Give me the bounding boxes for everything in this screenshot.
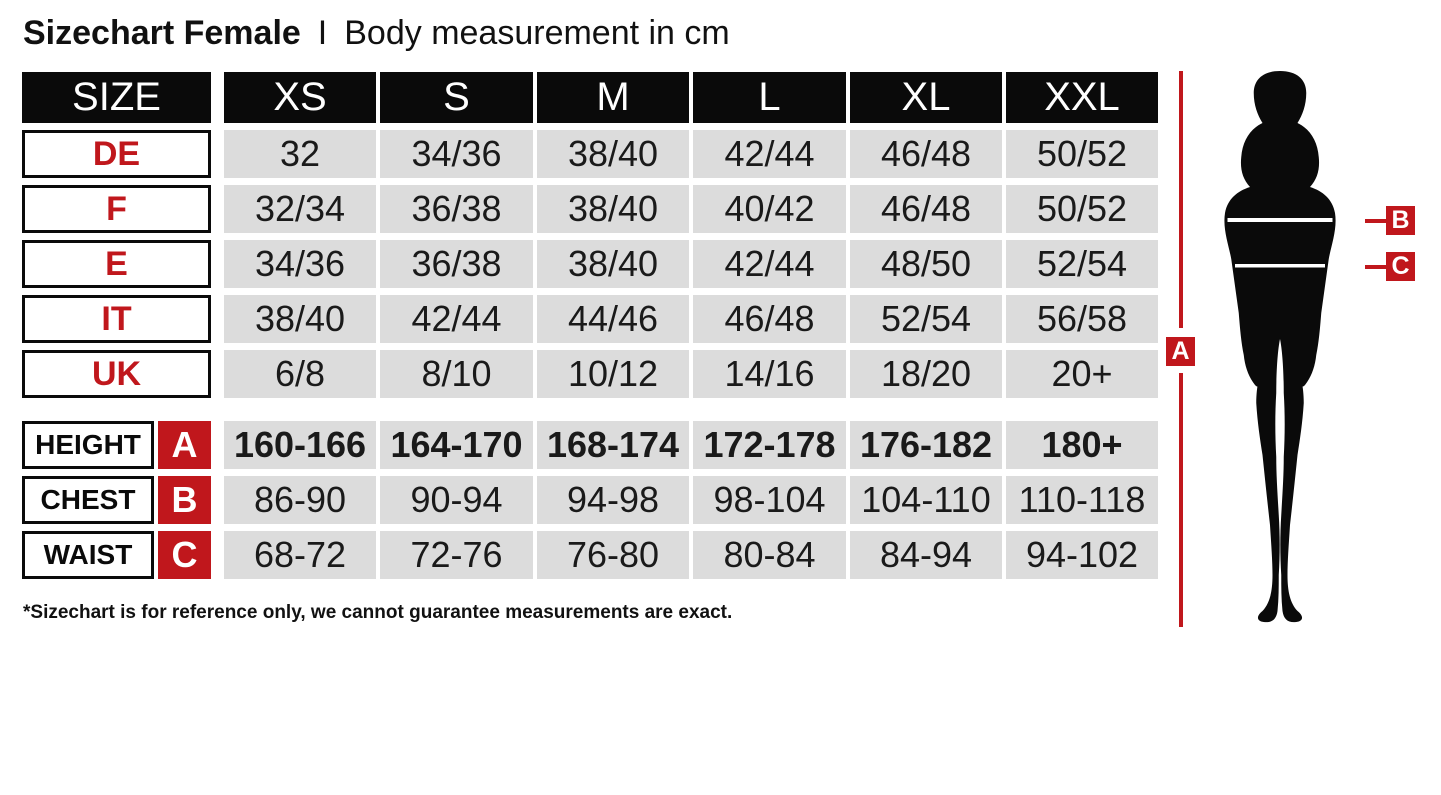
table-cell: 6/8 <box>224 350 376 398</box>
table-row-height <box>0 421 1200 469</box>
table-cell: 14/16 <box>693 350 846 398</box>
chest-pointer-line <box>1365 219 1386 223</box>
table-cell: 44/46 <box>537 295 689 343</box>
row-label-de: DE <box>22 130 211 178</box>
table-row-waist <box>0 531 1200 579</box>
female-silhouette <box>1180 63 1380 633</box>
table-cell: 98-104 <box>693 476 846 524</box>
table-cell: 94-98 <box>537 476 689 524</box>
marker-b-badge: B <box>158 476 211 524</box>
table-cell: 72-76 <box>380 531 533 579</box>
table-cell: 84-94 <box>850 531 1002 579</box>
footnote: *Sizechart is for reference only, we cannot guarantee measurements are exact. <box>23 602 733 623</box>
table-cell: 180+ <box>1006 421 1158 469</box>
header-cell-xl: XL <box>850 72 1002 123</box>
row-label-uk: UK <box>22 350 211 398</box>
table-cell: 46/48 <box>850 130 1002 178</box>
table-cell: 176-182 <box>850 421 1002 469</box>
page-title <box>23 14 730 53</box>
header-cell-size: SIZE <box>22 72 211 123</box>
table-cell: 36/38 <box>380 240 533 288</box>
table-cell: 40/42 <box>693 185 846 233</box>
table-cell: 94-102 <box>1006 531 1158 579</box>
table-cell: 10/12 <box>537 350 689 398</box>
table-cell: 90-94 <box>380 476 533 524</box>
table-cell: 42/44 <box>693 130 846 178</box>
title-subtitle: Body measurement in cm <box>344 14 730 52</box>
table-cell: 50/52 <box>1006 130 1158 178</box>
table-cell: 50/52 <box>1006 185 1158 233</box>
table-row-f <box>0 185 1200 233</box>
table-cell: 52/54 <box>850 295 1002 343</box>
marker-c-badge: C <box>158 531 211 579</box>
row-label-f: F <box>22 185 211 233</box>
table-cell: 42/44 <box>380 295 533 343</box>
header-cell-xs: XS <box>224 72 376 123</box>
marker-a-badge: A <box>158 421 211 469</box>
table-header-row <box>0 72 1200 123</box>
table-cell: 164-170 <box>380 421 533 469</box>
figure-marker-a: A <box>1166 337 1195 366</box>
table-cell: 172-178 <box>693 421 846 469</box>
row-label-e: E <box>22 240 211 288</box>
figure-marker-c: C <box>1386 252 1415 281</box>
height-measure-line-top <box>1179 71 1183 328</box>
table-row-it <box>0 295 1200 343</box>
table-cell: 52/54 <box>1006 240 1158 288</box>
table-cell: 168-174 <box>537 421 689 469</box>
title-main: Sizechart Female <box>23 14 301 52</box>
title-separator: I <box>317 14 328 52</box>
row-label-height: HEIGHT <box>22 421 154 469</box>
table-cell: 32/34 <box>224 185 376 233</box>
table-cell: 110-118 <box>1006 476 1158 524</box>
table-cell: 46/48 <box>693 295 846 343</box>
height-measure-line-bottom <box>1179 373 1183 627</box>
waist-pointer-line <box>1365 265 1386 269</box>
table-cell: 76-80 <box>537 531 689 579</box>
table-cell: 104-110 <box>850 476 1002 524</box>
table-row-uk <box>0 350 1200 398</box>
table-row-de <box>0 130 1200 178</box>
waist-measure-line <box>1235 264 1325 268</box>
table-cell: 38/40 <box>537 130 689 178</box>
table-cell: 38/40 <box>537 240 689 288</box>
table-row-chest <box>0 476 1200 524</box>
table-cell: 48/50 <box>850 240 1002 288</box>
table-cell: 80-84 <box>693 531 846 579</box>
table-cell: 18/20 <box>850 350 1002 398</box>
table-cell: 34/36 <box>224 240 376 288</box>
table-cell: 42/44 <box>693 240 846 288</box>
table-cell: 34/36 <box>380 130 533 178</box>
table-cell: 38/40 <box>224 295 376 343</box>
table-cell: 56/58 <box>1006 295 1158 343</box>
row-label-it: IT <box>22 295 211 343</box>
header-cell-l: L <box>693 72 846 123</box>
figure-marker-b: B <box>1386 206 1415 235</box>
chest-measure-line <box>1228 218 1333 222</box>
table-cell: 32 <box>224 130 376 178</box>
table-cell: 38/40 <box>537 185 689 233</box>
table-cell: 46/48 <box>850 185 1002 233</box>
row-label-waist: WAIST <box>22 531 154 579</box>
row-label-chest: CHEST <box>22 476 154 524</box>
table-cell: 36/38 <box>380 185 533 233</box>
table-cell: 160-166 <box>224 421 376 469</box>
table-cell: 8/10 <box>380 350 533 398</box>
table-cell: 68-72 <box>224 531 376 579</box>
header-cell-xxl: XXL <box>1006 72 1158 123</box>
table-cell: 86-90 <box>224 476 376 524</box>
header-cell-s: S <box>380 72 533 123</box>
header-cell-m: M <box>537 72 689 123</box>
table-row-e <box>0 240 1200 288</box>
table-cell: 20+ <box>1006 350 1158 398</box>
